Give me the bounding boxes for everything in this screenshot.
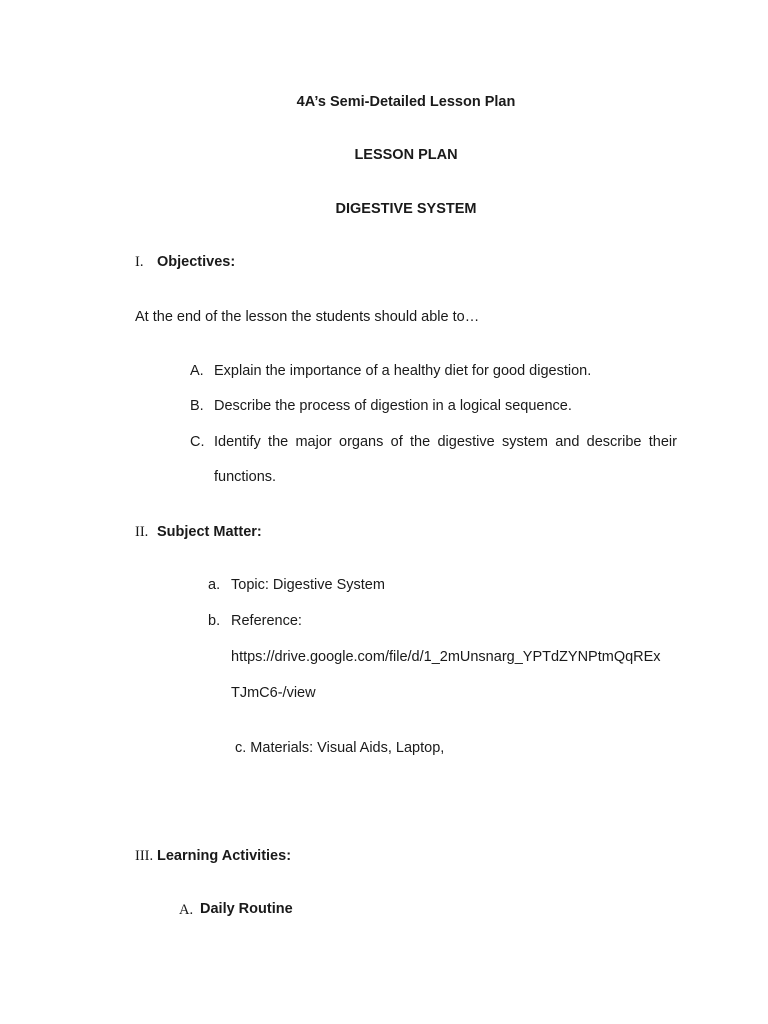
section-heading-subject-matter: Subject Matter: (157, 524, 262, 540)
objectives-intro: At the end of the lesson the students should able to… (135, 309, 480, 325)
objective-text-c-line1: Identify the major organs of the digestive system and describe their (214, 434, 677, 450)
document-title: 4A’s Semi-Detailed Lesson Plan (296, 94, 516, 110)
section-heading-learning-activities: Learning Activities: (157, 848, 292, 864)
subject-marker-b: b. (208, 613, 221, 629)
subject-reference-label: Reference: (231, 613, 302, 629)
objective-marker-b: B. (190, 398, 204, 414)
document-subtitle: LESSON PLAN (354, 147, 458, 163)
section-numeral-objectives: I. (135, 254, 144, 270)
section-numeral-subject-matter: II. (135, 524, 149, 540)
objective-text-b: Describe the process of digestion in a logical sequence. (214, 398, 572, 414)
objective-text-a: Explain the importance of a healthy diet for good digestion. (214, 363, 592, 379)
activity-daily-routine: Daily Routine (200, 901, 293, 917)
section-numeral-learning-activities: III. (135, 848, 154, 864)
reference-link-line2: TJmC6-/view (231, 685, 316, 701)
subject-topic: Topic: Digestive System (231, 577, 385, 593)
objective-text-c-line2: functions. (214, 469, 277, 485)
subject-marker-a: a. (208, 577, 221, 593)
reference-link-line1: https://drive.google.com/file/d/1_2mUnsnarg_YPTdZYNPtmQqREx (231, 649, 661, 665)
activity-marker-a: A. (179, 902, 194, 918)
objective-marker-c: C. (190, 434, 205, 450)
section-heading-objectives: Objectives: (157, 254, 236, 270)
topic-heading: DIGESTIVE SYSTEM (335, 201, 477, 217)
subject-materials: c. Materials: Visual Aids, Laptop, (235, 740, 445, 756)
objective-marker-a: A. (190, 363, 204, 379)
